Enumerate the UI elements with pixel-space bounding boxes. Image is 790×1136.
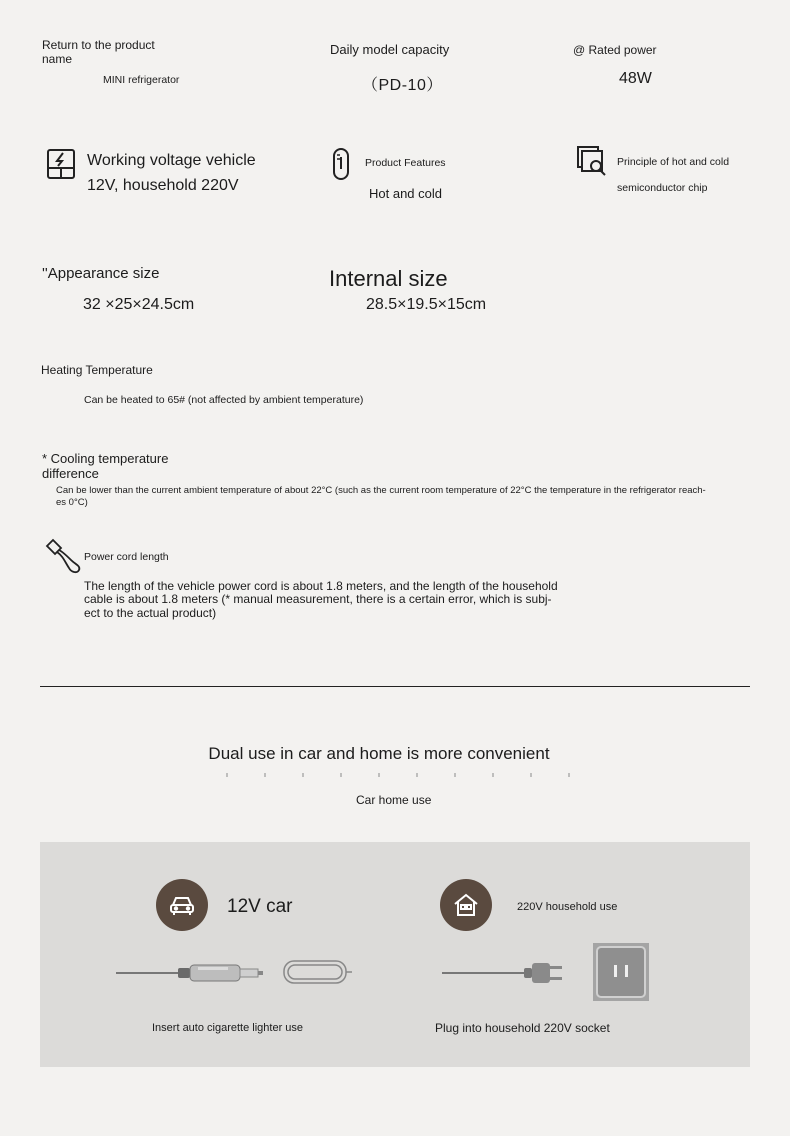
capacity-value: （PD-10） [362,77,443,94]
cord-label: Power cord length [84,551,169,563]
cooling-label-line1: * Cooling temperature [42,451,169,466]
principle-line1: Principle of hot and cold [617,156,730,168]
product-name-value: MINI refrigerator [103,74,180,86]
voltage-line2: 12V, household 220V [87,177,239,194]
home-label: 220V household use [517,901,618,913]
power-plug-icon [43,538,83,576]
heating-value: Can be heated to 65# (not affected by ambient temperature) [84,394,364,406]
capacity-label: Daily model capacity [330,42,450,57]
cigarette-plug-icon [116,958,266,988]
heating-label: Heating Temperature [41,363,153,377]
wall-socket-icon [592,942,650,1002]
home-caption: Plug into household 220V socket [435,1021,610,1035]
rated-power-value: 48W [619,70,652,87]
car-icon [156,879,208,931]
thermometer-icon [331,147,351,181]
car-label: 12V car [227,896,293,917]
cooling-value-line2: es 0°C) [56,497,88,508]
chip-search-icon [576,145,608,177]
decorative-dots [226,773,582,777]
battery-charge-icon [46,148,76,180]
cord-line2: cable is about 1.8 meters (* manual measurement, there is a certain error, which is subj- [84,592,552,606]
cooling-label-line2: difference [42,466,99,481]
voltage-line1: Working voltage vehicle [87,152,256,169]
cord-line1: The length of the vehicle power cord is about 1.8 meters, and the length of the household [84,579,558,593]
section-divider [40,686,750,687]
product-name-label: Return to the product name [42,38,155,66]
features-value: Hot and cold [369,186,442,201]
internal-size-value: 28.5×19.5×15cm [366,296,487,313]
cord-line3: ect to the actual product) [84,606,217,620]
car-socket-icon [280,956,354,990]
dual-use-subtitle: Car home use [356,793,432,807]
appearance-size-label: ''Appearance size [42,265,160,282]
dual-use-title: Dual use in car and home is more convenient [208,744,550,763]
rated-power-label: @ Rated power [573,43,657,57]
appearance-size-value: 32 ×25×24.5cm [83,296,195,313]
car-caption: Insert auto cigarette lighter use [152,1022,304,1034]
principle-line2: semiconductor chip [617,182,708,194]
cooling-value-line1: Can be lower than the current ambient temperature of about 22°C (such as the current room temperature of 22°C the temperature in the refrigerator reach- [56,485,706,496]
internal-size-label: Internal size [329,266,448,291]
house-icon [440,879,492,931]
household-plug-icon [442,958,566,988]
features-label: Product Features [365,157,446,169]
